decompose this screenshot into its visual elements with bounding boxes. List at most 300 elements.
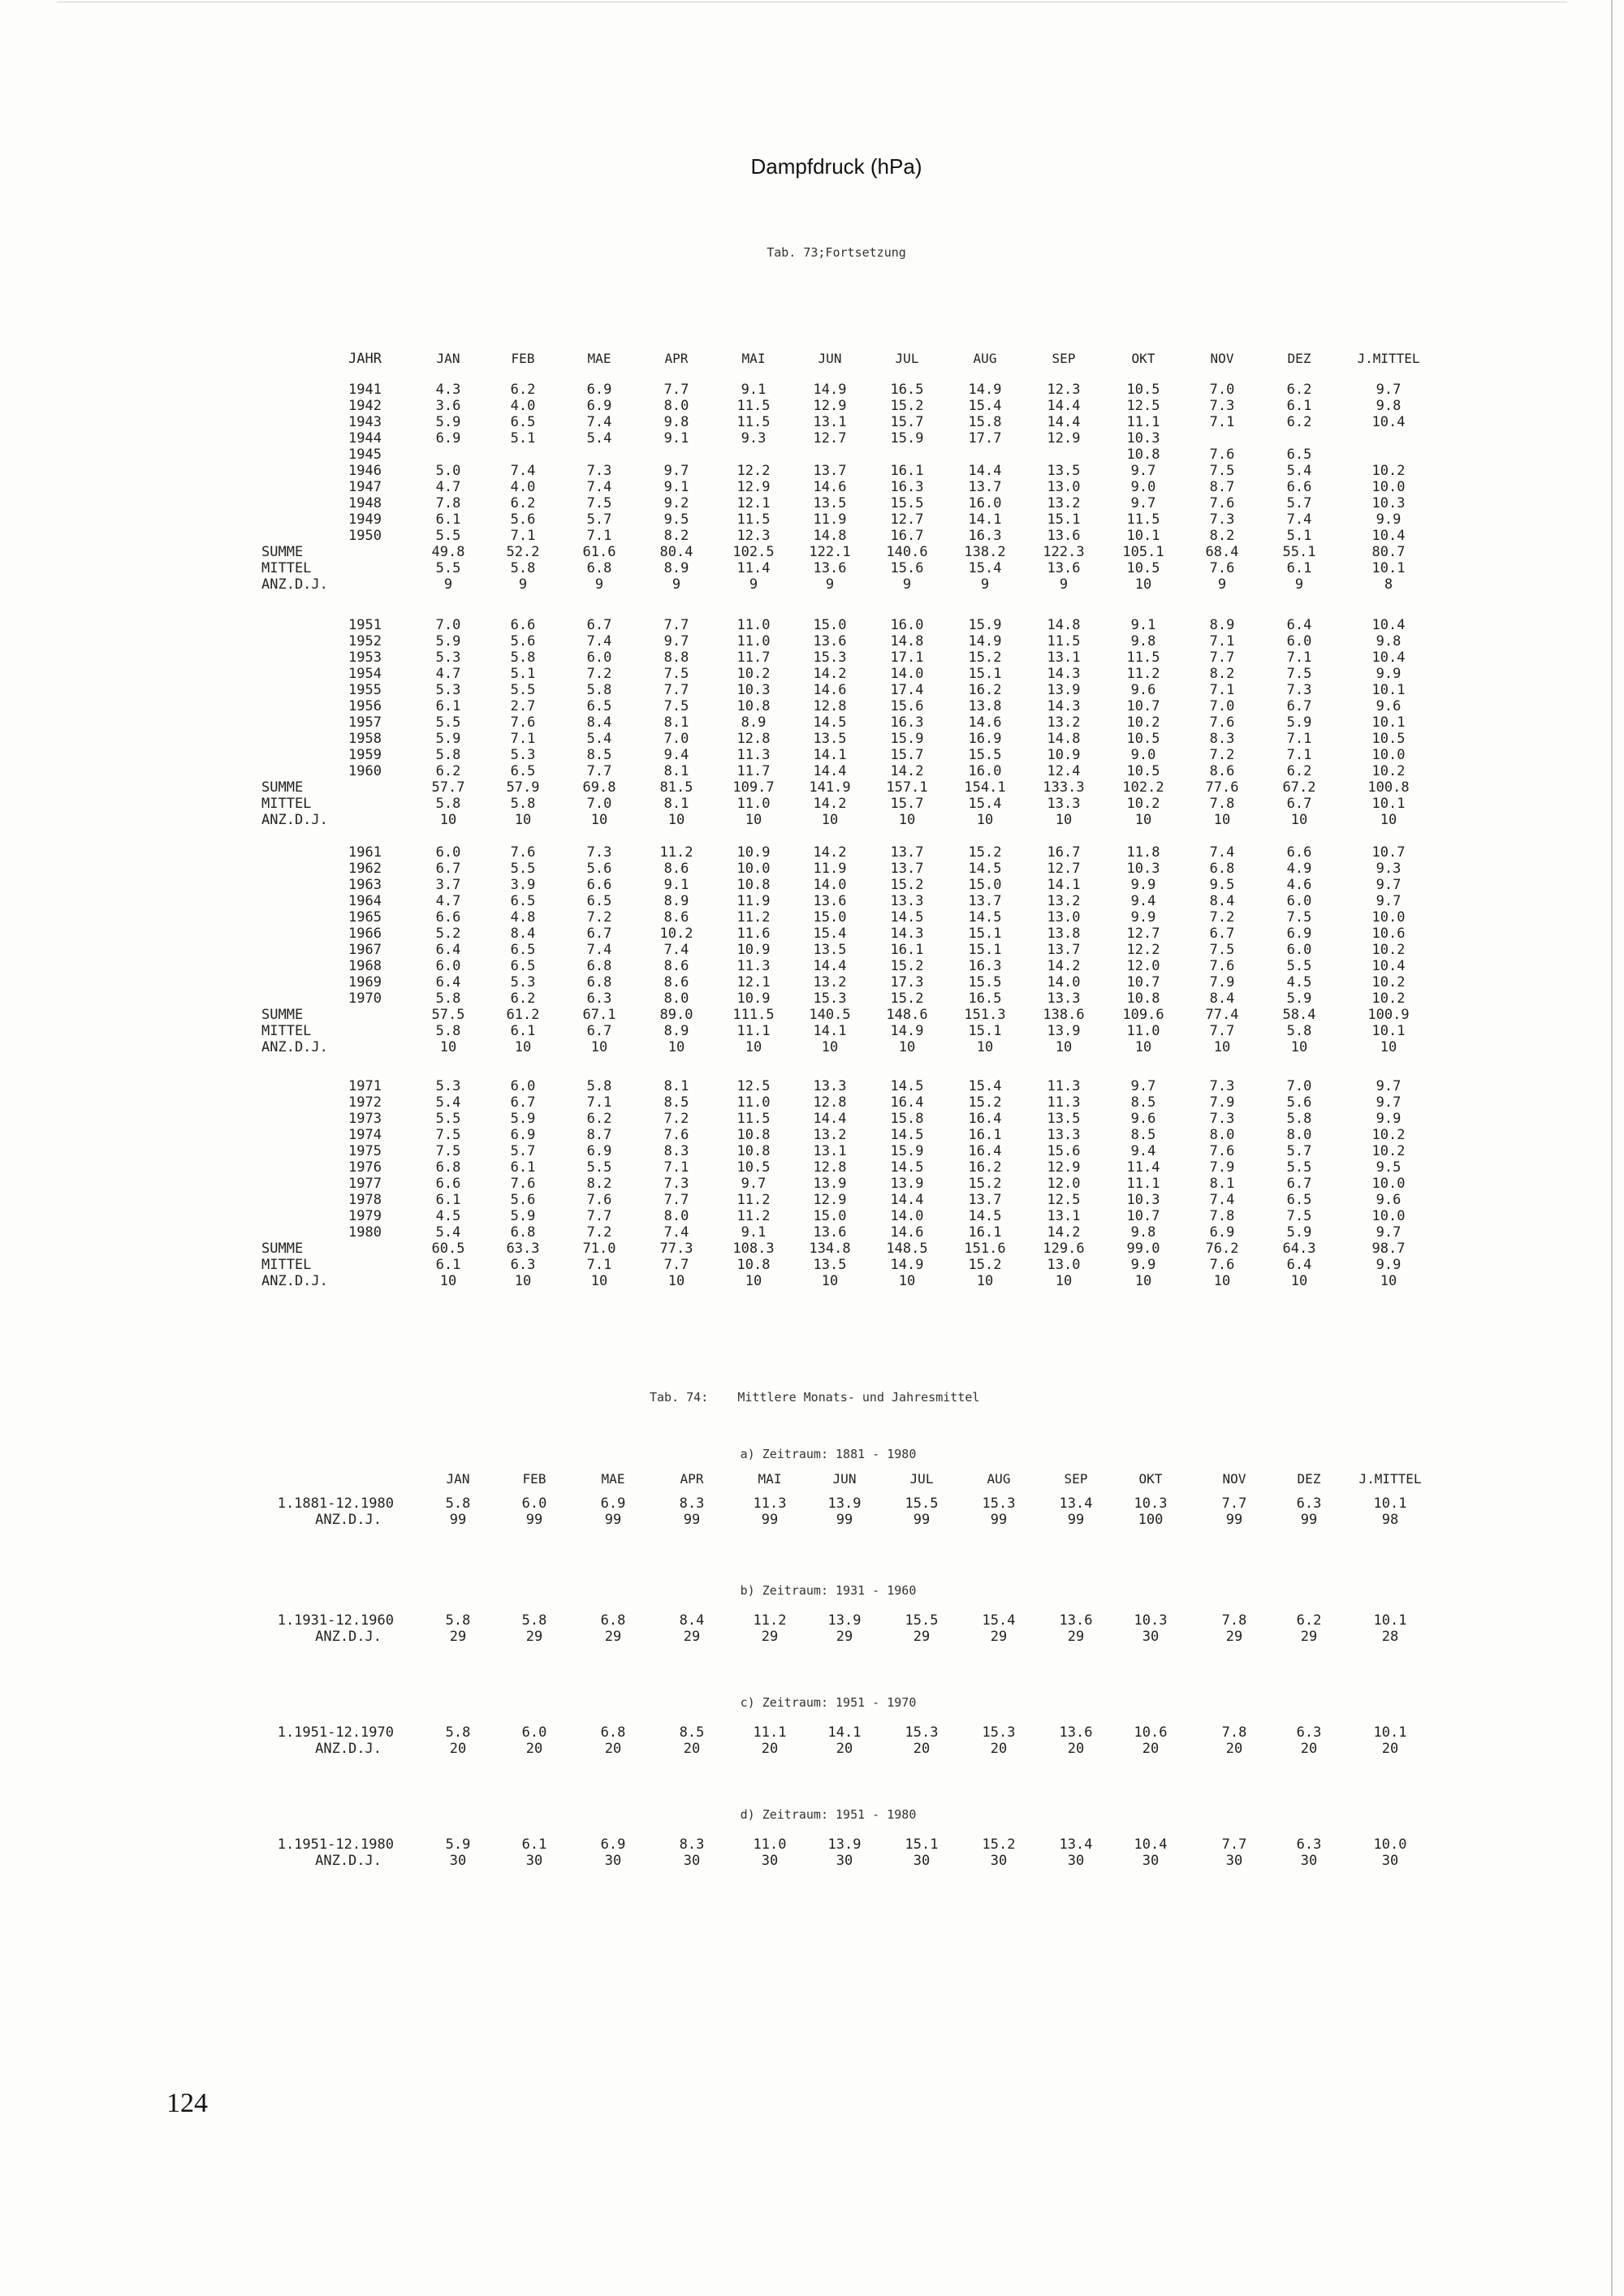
data-cell: 7.2: [663, 1111, 689, 1127]
data-cell: 12.9: [813, 398, 847, 414]
mittel-label: MITTEL: [261, 560, 312, 576]
summe-cell: 64.3: [1282, 1241, 1316, 1257]
mittel-cell: 10.1: [1371, 560, 1406, 576]
period-anz-cell: 20: [1225, 1741, 1243, 1757]
data-cell: 6.5: [510, 958, 536, 974]
mittel-cell: 9.9: [1376, 1257, 1402, 1273]
anz-cell: 8: [1384, 576, 1393, 593]
anz-cell: 10: [667, 812, 685, 828]
period-mittel-cell: 10.1: [1373, 1495, 1407, 1512]
data-cell: 14.4: [813, 958, 847, 974]
mittel-cell: 10.1: [1371, 796, 1406, 812]
data-cell: 7.5: [663, 666, 689, 682]
summe-cell: 105.1: [1122, 544, 1164, 560]
mittel-cell: 8.9: [663, 560, 689, 576]
data-cell: 11.3: [736, 747, 771, 763]
period-anz-cell: 20: [1300, 1741, 1318, 1757]
data-cell: 5.5: [435, 1111, 461, 1127]
data-cell: 7.8: [435, 495, 461, 511]
data-cell: 8.0: [1286, 1127, 1312, 1143]
table74-column-header: MAI: [758, 1471, 782, 1487]
mittel-cell: 11.1: [736, 1023, 771, 1039]
data-cell: 7.5: [586, 495, 612, 511]
period-anz-cell: 99: [913, 1512, 931, 1528]
data-cell: 15.2: [968, 844, 1002, 861]
summe-cell: 134.8: [809, 1241, 851, 1257]
data-cell: 13.7: [1047, 942, 1081, 958]
period-anz-cell: 30: [683, 1853, 701, 1869]
table74-column-header: NOV: [1222, 1471, 1246, 1487]
data-cell: 14.5: [813, 714, 847, 731]
data-cell: 13.0: [1047, 909, 1081, 926]
data-cell: 7.6: [510, 714, 536, 731]
page-number: 124: [166, 2088, 208, 2118]
data-cell: 8.0: [663, 990, 689, 1007]
year-label: 1956: [348, 698, 382, 714]
data-cell: 5.5: [510, 682, 536, 698]
data-cell: 15.0: [813, 617, 847, 633]
data-cell: 11.9: [813, 861, 847, 877]
data-cell: 9.7: [1376, 1078, 1402, 1094]
data-cell: 8.6: [663, 861, 689, 877]
data-cell: 9.7: [741, 1176, 767, 1192]
anz-cell: 10: [745, 1273, 762, 1289]
mittel-cell: 10.2: [1126, 796, 1160, 812]
data-cell: 13.8: [1047, 926, 1081, 942]
anz-cell: 10: [514, 812, 532, 828]
period-anz-cell: 99: [761, 1512, 779, 1528]
mittel-cell: 9.9: [1130, 1257, 1156, 1273]
mittel-cell: 11.0: [736, 796, 771, 812]
period-anz-cell: 99: [990, 1512, 1008, 1528]
data-cell: 9.1: [741, 1224, 767, 1241]
anz-cell: 9: [672, 576, 681, 593]
data-cell: 7.7: [1209, 650, 1235, 666]
anz-label: ANZ.D.J.: [261, 1039, 328, 1055]
data-cell: 14.4: [1047, 414, 1081, 430]
summe-cell: 77.4: [1205, 1007, 1239, 1023]
mittel-cell: 15.7: [890, 796, 924, 812]
period-mittel-cell: 13.6: [1059, 1724, 1093, 1741]
anz-label: ANZ.D.J.: [261, 1273, 328, 1289]
data-cell: 16.1: [968, 1127, 1002, 1143]
data-cell: 9.9: [1376, 666, 1402, 682]
anz-cell: 9: [518, 576, 528, 593]
data-cell: 5.4: [435, 1094, 461, 1111]
data-cell: 11.8: [1126, 844, 1160, 861]
data-cell: 16.3: [890, 714, 924, 731]
data-cell: 6.2: [510, 495, 536, 511]
mittel-cell: 15.1: [968, 1023, 1002, 1039]
data-cell: 6.1: [1286, 398, 1312, 414]
data-cell: 7.2: [586, 1224, 612, 1241]
data-cell: 14.6: [813, 682, 847, 698]
data-cell: 7.1: [586, 528, 612, 544]
data-cell: 16.9: [968, 731, 1002, 747]
data-cell: 11.2: [736, 1208, 771, 1224]
data-cell: 10.5: [1126, 731, 1160, 747]
data-cell: 8.4: [1209, 893, 1235, 909]
anz-cell: 10: [590, 1039, 608, 1055]
anz-cell: 9: [980, 576, 990, 593]
data-cell: 6.2: [510, 382, 536, 398]
data-cell: 10.8: [1126, 447, 1160, 463]
data-cell: 16.5: [890, 382, 924, 398]
data-cell: 15.8: [890, 1111, 924, 1127]
column-header: SEP: [1052, 351, 1076, 366]
mittel-cell: 13.9: [1047, 1023, 1081, 1039]
mittel-label: MITTEL: [261, 1257, 312, 1273]
period-anz-cell: 99: [1300, 1512, 1318, 1528]
data-cell: 16.1: [968, 1224, 1002, 1241]
period-anz-cell: 30: [913, 1853, 931, 1869]
data-cell: 10.9: [736, 990, 771, 1007]
data-cell: 11.0: [736, 617, 771, 633]
data-cell: 12.8: [736, 731, 771, 747]
data-cell: 14.0: [890, 666, 924, 682]
data-cell: 7.1: [1209, 682, 1235, 698]
data-cell: 14.8: [813, 528, 847, 544]
mittel-cell: 5.8: [435, 1023, 461, 1039]
data-cell: 10.1: [1126, 528, 1160, 544]
data-cell: 3.9: [510, 877, 536, 893]
data-cell: 7.9: [1209, 1094, 1235, 1111]
data-cell: 14.4: [813, 763, 847, 779]
anz-cell: 10: [1213, 1273, 1231, 1289]
mittel-cell: 8.9: [663, 1023, 689, 1039]
period-anz-cell: 20: [761, 1741, 779, 1757]
anz-cell: 10: [590, 812, 608, 828]
period-mittel-cell: 11.3: [753, 1495, 787, 1512]
period-anz-cell: 29: [1067, 1629, 1085, 1645]
year-label: 1944: [348, 430, 382, 447]
data-cell: 8.0: [663, 1208, 689, 1224]
data-cell: 10.7: [1371, 844, 1406, 861]
period-mittel-cell: 5.8: [445, 1495, 471, 1512]
anz-label: ANZ.D.J.: [261, 812, 328, 828]
summe-cell: 49.8: [431, 544, 465, 560]
mittel-cell: 7.0: [586, 796, 612, 812]
anz-cell: 10: [514, 1039, 532, 1055]
summe-cell: 61.6: [582, 544, 616, 560]
data-cell: 12.2: [736, 463, 771, 479]
period-anz-cell: 20: [525, 1741, 543, 1757]
data-cell: 11.6: [736, 926, 771, 942]
data-cell: 17.4: [890, 682, 924, 698]
period-anz-cell: 99: [449, 1512, 467, 1528]
data-cell: 7.3: [586, 463, 612, 479]
data-cell: 9.8: [1376, 633, 1402, 650]
data-cell: 9.1: [663, 479, 689, 495]
data-cell: 7.4: [1209, 844, 1235, 861]
data-cell: 6.5: [1286, 447, 1312, 463]
summe-cell: 109.6: [1122, 1007, 1164, 1023]
data-cell: 13.3: [1047, 1127, 1081, 1143]
data-cell: 7.8: [1209, 1208, 1235, 1224]
summe-label: SUMME: [261, 779, 304, 796]
anz-cell: 10: [1380, 812, 1397, 828]
data-cell: 13.7: [968, 1192, 1002, 1208]
data-cell: 7.4: [510, 463, 536, 479]
data-cell: 4.7: [435, 893, 461, 909]
data-cell: 10.5: [1126, 382, 1160, 398]
period-mittel-cell: 11.1: [753, 1724, 787, 1741]
period-anz-cell: 29: [913, 1629, 931, 1645]
data-cell: 11.5: [1126, 650, 1160, 666]
period-mittel-cell: 15.3: [905, 1724, 939, 1741]
data-cell: 11.5: [736, 414, 771, 430]
data-cell: 14.1: [1047, 877, 1081, 893]
period-mittel-cell: 15.4: [982, 1612, 1016, 1629]
data-cell: 10.4: [1371, 528, 1406, 544]
period-mittel-cell: 7.7: [1221, 1836, 1247, 1853]
data-cell: 14.0: [890, 1208, 924, 1224]
anz-cell: 10: [976, 1039, 994, 1055]
period-label: 1.1931-12.1960: [277, 1612, 394, 1629]
data-cell: 16.2: [968, 1159, 1002, 1176]
data-cell: 12.7: [1047, 861, 1081, 877]
data-cell: 14.2: [1047, 1224, 1081, 1241]
summe-cell: 67.1: [582, 1007, 616, 1023]
data-cell: 6.4: [1286, 617, 1312, 633]
year-label: 1969: [348, 974, 382, 990]
data-cell: 14.5: [890, 1127, 924, 1143]
data-cell: 7.1: [510, 731, 536, 747]
period-mittel-cell: 6.2: [1296, 1612, 1322, 1629]
year-label: 1948: [348, 495, 382, 511]
data-cell: 16.3: [968, 528, 1002, 544]
period-anz-cell: 30: [1381, 1853, 1399, 1869]
anz-cell: 10: [1055, 812, 1073, 828]
data-cell: 13.9: [1047, 682, 1081, 698]
data-cell: 8.9: [741, 714, 767, 731]
year-label: 1980: [348, 1224, 382, 1241]
data-cell: 10.2: [1371, 974, 1406, 990]
data-cell: 6.4: [435, 974, 461, 990]
data-cell: 9.0: [1130, 747, 1156, 763]
summe-cell: 129.6: [1043, 1241, 1085, 1257]
data-cell: 12.5: [1047, 1192, 1081, 1208]
data-cell: 9.8: [663, 414, 689, 430]
data-cell: 15.9: [890, 430, 924, 447]
data-cell: 6.5: [586, 698, 612, 714]
year-label: 1962: [348, 861, 382, 877]
data-cell: 5.6: [510, 1192, 536, 1208]
period-label: 1.1951-12.1970: [277, 1724, 394, 1741]
data-cell: 7.6: [586, 1192, 612, 1208]
data-cell: 9.7: [1130, 495, 1156, 511]
data-cell: 14.4: [968, 463, 1002, 479]
data-cell: 13.2: [1047, 893, 1081, 909]
data-cell: 5.4: [586, 430, 612, 447]
data-cell: 12.1: [736, 495, 771, 511]
data-cell: 14.5: [890, 1078, 924, 1094]
data-cell: 11.5: [1047, 633, 1081, 650]
anz-cell: 10: [590, 1273, 608, 1289]
data-cell: 15.2: [890, 877, 924, 893]
data-cell: 5.9: [435, 414, 461, 430]
period-anz-cell: 20: [836, 1741, 853, 1757]
data-cell: 7.1: [663, 1159, 689, 1176]
data-cell: 17.3: [890, 974, 924, 990]
data-cell: 11.5: [736, 1111, 771, 1127]
summe-cell: 80.4: [659, 544, 693, 560]
mittel-cell: 15.2: [968, 1257, 1002, 1273]
data-cell: 16.7: [890, 528, 924, 544]
data-cell: 10.8: [736, 698, 771, 714]
data-cell: 14.6: [890, 1224, 924, 1241]
period-mittel-cell: 7.8: [1221, 1612, 1247, 1629]
data-cell: 5.8: [586, 682, 612, 698]
data-cell: 16.5: [968, 990, 1002, 1007]
data-cell: 12.9: [1047, 430, 1081, 447]
summe-cell: 122.1: [809, 544, 851, 560]
period-anz-cell: 29: [761, 1629, 779, 1645]
data-cell: 6.2: [1286, 763, 1312, 779]
mittel-cell: 5.8: [435, 796, 461, 812]
period-anz-cell: 20: [990, 1741, 1008, 1757]
data-cell: 9.1: [663, 877, 689, 893]
data-cell: 5.2: [435, 926, 461, 942]
data-cell: 14.9: [968, 382, 1002, 398]
data-cell: 6.0: [1286, 633, 1312, 650]
period-anz-cell: 30: [836, 1853, 853, 1869]
data-cell: 5.5: [586, 1159, 612, 1176]
data-cell: 10.0: [1371, 747, 1406, 763]
column-header: DEZ: [1287, 351, 1311, 366]
data-cell: 6.0: [1286, 893, 1312, 909]
data-cell: 14.8: [890, 633, 924, 650]
data-cell: 14.5: [968, 1208, 1002, 1224]
data-cell: 10.9: [1047, 747, 1081, 763]
year-label: 1960: [348, 763, 382, 779]
data-cell: 13.2: [1047, 495, 1081, 511]
anz-cell: 10: [1213, 812, 1231, 828]
data-cell: 6.5: [510, 414, 536, 430]
table74-caption-prefix: Tab. 74:: [650, 1390, 709, 1405]
mittel-cell: 13.0: [1047, 1257, 1081, 1273]
data-cell: 10.0: [1371, 479, 1406, 495]
data-cell: 15.2: [890, 958, 924, 974]
data-cell: 7.2: [586, 909, 612, 926]
data-cell: 6.8: [586, 958, 612, 974]
data-cell: 6.5: [510, 893, 536, 909]
data-cell: 9.7: [663, 463, 689, 479]
data-cell: 5.9: [510, 1208, 536, 1224]
data-cell: 13.9: [813, 1176, 847, 1192]
data-cell: 12.9: [1047, 1159, 1081, 1176]
data-cell: 7.1: [510, 528, 536, 544]
period-anz-cell: 29: [990, 1629, 1008, 1645]
column-header: MAE: [587, 351, 611, 366]
data-cell: 13.6: [1047, 528, 1081, 544]
data-cell: 8.0: [1209, 1127, 1235, 1143]
data-cell: 14.5: [890, 909, 924, 926]
anz-cell: 10: [976, 812, 994, 828]
data-cell: 7.3: [1209, 1078, 1235, 1094]
data-cell: 5.7: [1286, 495, 1312, 511]
data-cell: 5.7: [586, 511, 612, 528]
data-cell: 10.2: [1371, 1127, 1406, 1143]
data-cell: 6.0: [435, 844, 461, 861]
summe-cell: 140.5: [809, 1007, 851, 1023]
mittel-cell: 13.5: [813, 1257, 847, 1273]
table74-column-header: J.MITTEL: [1358, 1471, 1422, 1487]
data-cell: 7.6: [510, 1176, 536, 1192]
data-cell: 6.7: [435, 861, 461, 877]
anz-cell: 9: [902, 576, 912, 593]
period-mittel-cell: 11.2: [753, 1612, 787, 1629]
data-cell: 5.7: [1286, 1143, 1312, 1159]
data-cell: 10.2: [1371, 1143, 1406, 1159]
year-label: 1941: [348, 382, 382, 398]
data-cell: 10.3: [1126, 430, 1160, 447]
summe-cell: 68.4: [1205, 544, 1239, 560]
data-cell: 6.2: [510, 990, 536, 1007]
data-cell: 6.2: [435, 763, 461, 779]
data-cell: 14.5: [890, 1159, 924, 1176]
data-cell: 7.4: [586, 633, 612, 650]
data-cell: 10.6: [1371, 926, 1406, 942]
data-cell: 14.4: [890, 1192, 924, 1208]
anz-cell: 10: [1290, 1273, 1308, 1289]
data-cell: 15.1: [1047, 511, 1081, 528]
data-cell: 14.4: [813, 1111, 847, 1127]
data-cell: 8.8: [663, 650, 689, 666]
data-cell: 16.3: [890, 479, 924, 495]
mittel-cell: 14.2: [813, 796, 847, 812]
data-cell: 15.4: [813, 926, 847, 942]
data-cell: 15.0: [813, 1208, 847, 1224]
data-cell: 13.1: [1047, 1208, 1081, 1224]
anz-cell: 10: [745, 1039, 762, 1055]
data-cell: 6.6: [586, 877, 612, 893]
data-cell: 7.4: [586, 414, 612, 430]
data-cell: 5.1: [510, 430, 536, 447]
column-header: OKT: [1131, 351, 1155, 366]
data-cell: 6.9: [510, 1127, 536, 1143]
data-cell: 9.6: [1130, 1111, 1156, 1127]
summe-cell: 67.2: [1282, 779, 1316, 796]
data-cell: 17.7: [968, 430, 1002, 447]
data-cell: 15.8: [968, 414, 1002, 430]
data-cell: 16.7: [1047, 844, 1081, 861]
summe-label: SUMME: [261, 1007, 304, 1023]
data-cell: 7.4: [1286, 511, 1312, 528]
data-cell: 7.1: [1209, 414, 1235, 430]
data-cell: 13.5: [1047, 463, 1081, 479]
mittel-cell: 14.1: [813, 1023, 847, 1039]
table74-column-header: FEB: [522, 1471, 546, 1487]
period-anz-cell: 99: [1225, 1512, 1243, 1528]
period-mittel-cell: 6.0: [521, 1495, 547, 1512]
summe-cell: 148.6: [886, 1007, 928, 1023]
data-cell: 6.1: [510, 1159, 536, 1176]
mittel-cell: 7.6: [1209, 1257, 1235, 1273]
data-cell: 5.8: [435, 990, 461, 1007]
data-cell: 15.5: [968, 747, 1002, 763]
data-cell: 10.7: [1126, 698, 1160, 714]
data-cell: 7.3: [663, 1176, 689, 1192]
data-cell: 15.7: [890, 747, 924, 763]
data-cell: 7.1: [1286, 747, 1312, 763]
period-label: 1.1951-12.1980: [277, 1836, 394, 1853]
data-cell: 12.5: [1126, 398, 1160, 414]
data-cell: 7.6: [1209, 447, 1235, 463]
period-anz-cell: 30: [761, 1853, 779, 1869]
data-cell: 13.5: [1047, 1111, 1081, 1127]
year-label: 1943: [348, 414, 382, 430]
